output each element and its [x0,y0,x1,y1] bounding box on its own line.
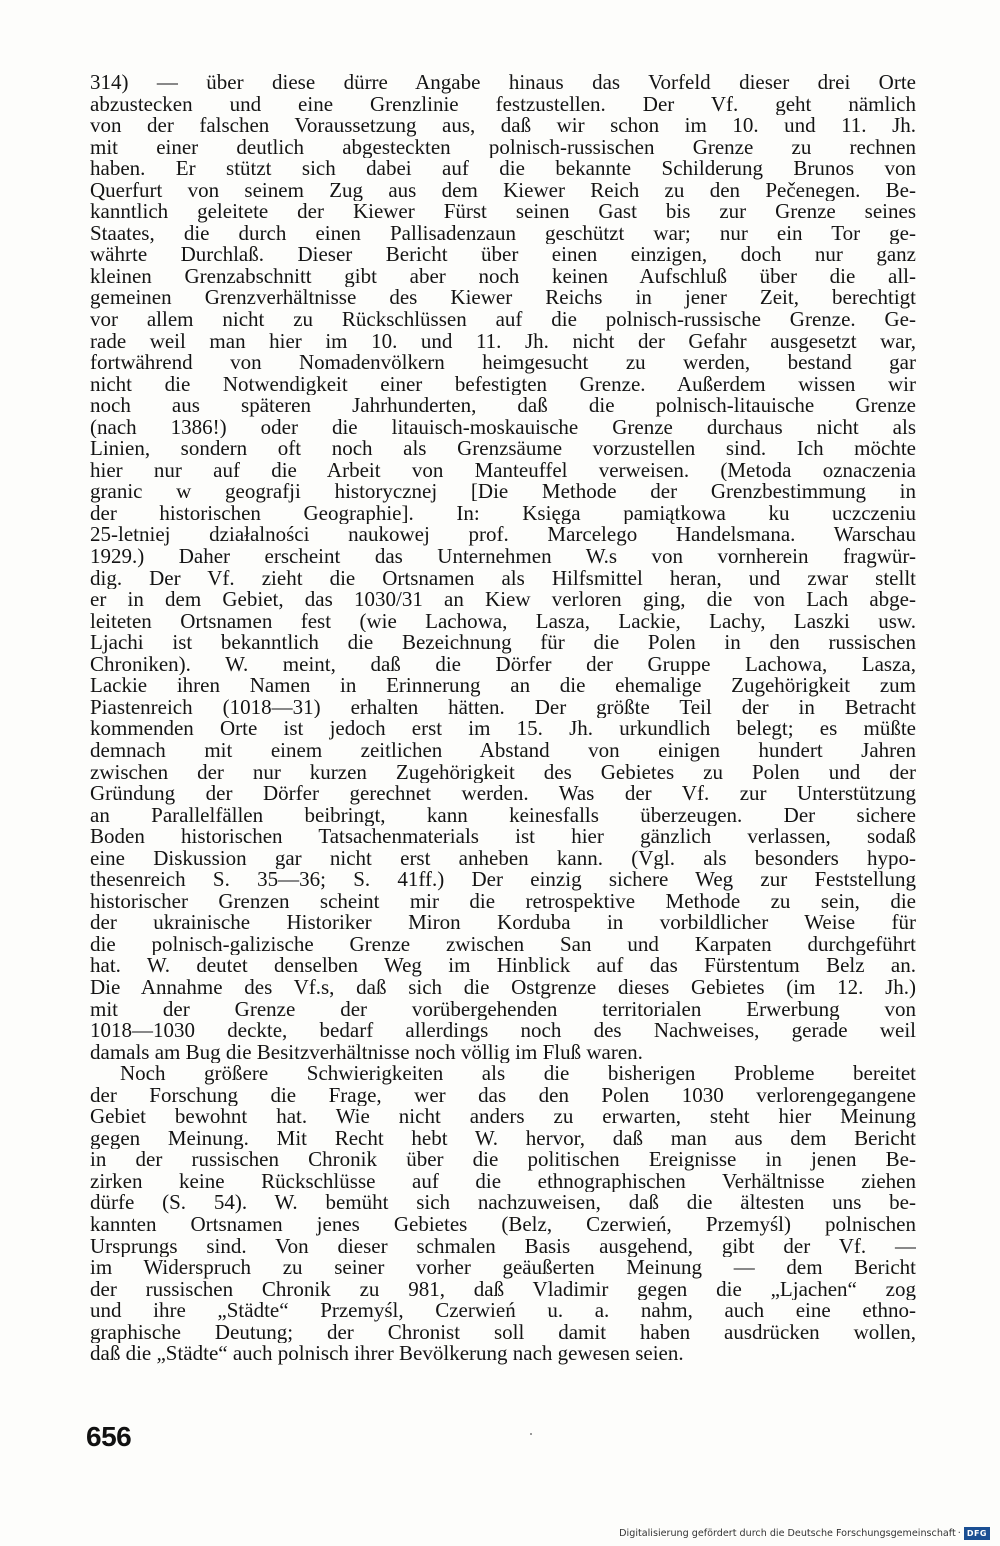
page-number: 656 [86,1421,132,1452]
text-line: Gebiet bewohnt hat. Wie nicht anders zu erwarten, steht hier Meinung [90,1106,916,1128]
text-line: Staates, die durch einen Pallisadenzaun geschützt war; nur ein Tor ge- [90,222,916,245]
text-line: gemeinen Grenzverhältnisse des Kiewer Reichs in jener Zeit, berechtigt [90,287,916,310]
text-line: in der russischen Chronik über die politischen Ereignisse in jenen Be- [90,1149,916,1171]
text-line: abzustecken und eine Grenzlinie festzustellen. Der Vf. geht nämlich [90,93,916,116]
text-line: leiteten Ortsnamen fest (wie Lachowa, Lasza, Lackie, Lachy, Laszki usw. [90,610,916,633]
text-line: Chroniken). W. meint, daß die Dörfer der Gruppe Lachowa, Lasza, [90,653,916,676]
text-line: kommenden Orte ist jedoch erst im 15. Jh. urkundlich belegt; es müßte [90,718,916,740]
text-line: daß die „Städte“ auch polnisch ihrer Bevölkerung nach gewesen seien. [90,1343,684,1365]
text-line: an Parallelfällen beibringt, kann keinesfalls überzeugen. Der sichere [90,804,916,827]
footer-separator: · [957,1528,961,1539]
text-line: historischer Grenzen scheint mir die retrospektive Methode zu sein, die [90,890,916,913]
text-line: zwischen der nur kurzen Zugehörigkeit des Gebietes zu Polen und der [90,761,916,784]
text-line: damals am Bug die Besitzverhältnisse noch völlig im Fluß waren. [90,1041,643,1064]
text-line: (nach 1386!) oder die litauisch-moskauische Grenze durchaus nicht als [90,416,916,439]
text-line: hat. W. deutet denselben Weg im Hinblick auf das Fürstentum Belz an. [90,955,916,977]
footer-credit [619,1527,990,1540]
text-line: Boden historischen Tatsachenmaterials ist hier gänzlich verlassen, sodaß [90,826,916,848]
text-line: Noch größere Schwierigkeiten als die bisherigen Probleme bereitet [120,1063,916,1085]
text-line: währte Durchlaß. Dieser Bericht über einen einzigen, doch nur ganz [90,244,916,266]
text-line: mit der Grenze der vorübergehenden territorialen Erwerbung von [90,998,916,1021]
text-line: Piastenreich (1018—31) erhalten hätten. Der größte Teil der in Betracht [90,696,916,719]
text-line: der historischen Geographie]. In: Księga pamiątkowa ku uczczeniu [90,502,916,525]
text-line: Ljachi ist bekanntlich die Bezeichnung für die Polen in den russischen [90,632,916,654]
scan-speck [530,1433,532,1435]
text-line: 314) — über diese dürre Angabe hinaus das Vorfeld dieser drei Orte [90,72,916,94]
text-line: und ihre „Städte“ Przemyśl, Czerwień u. a. nahm, auch eine ethno- [90,1300,916,1322]
text-line: gegen Meinung. Mit Recht hebt W. hervor, daß man aus dem Bericht [90,1127,916,1150]
text-line: Querfurt von seinem Zug aus dem Kiewer Reich zu den Pečenegen. Be- [90,179,916,202]
text-line: rade weil man hier im 10. und 11. Jh. nicht der Gefahr ausgesetzt war, [90,330,916,353]
text-line: mit einer deutlich abgesteckten polnisch-russischen Grenze zu rechnen [90,136,916,159]
text-line: 1018—1030 deckte, bedarf allerdings noch des Nachweises, gerade weil [90,1020,916,1042]
text-line: kanntlich geleitete der Kiewer Fürst seinen Gast bis zur Grenze seines [90,201,916,223]
text-line: Lackie ihren Namen in Erinnerung an die ehemalige Zugehörigkeit zum [90,675,916,697]
text-line: hier nur auf die Arbeit von Manteuffel verweisen. (Metoda oznaczenia [90,459,916,482]
text-line: noch aus späteren Jahrhunderten, daß die polnisch-litauische Grenze [90,395,916,417]
text-line: dürfe (S. 54). W. bemüht sich nachzuweisen, daß die ältesten uns be- [90,1192,916,1214]
text-line: kannten Ortsnamen jenes Gebietes (Belz, Czerwień, Przemyśl) polnischen [90,1213,916,1236]
dfg-logo: DFG [964,1527,990,1540]
text-line: 25-letniej działalności naukowej prof. Marcelego Handelsmana. Warschau [90,524,916,547]
text-line: fortwährend von Nomadenvölkern heimgesucht zu werden, bestand gar [90,352,916,374]
text-line: Ursprungs sind. Von dieser schmalen Basis ausgehend, gibt der Vf. — [90,1235,916,1258]
text-line: granic w geografji historycznej [Die Methode der Grenzbestimmung in [90,481,916,503]
text-line: haben. Er stützt sich dabei auf die bekannte Schilderung Brunos von [90,158,916,180]
text-line: dig. Der Vf. zieht die Ortsnamen als Hilfsmittel heran, und zwar stellt [90,567,916,590]
text-line: Gründung der Dörfer gerechnet werden. Was der Vf. zur Unterstützung [90,783,916,805]
text-line: thesenreich S. 35—36; S. 41ff.) Der einzig sichere Weg zur Feststellung [90,869,916,891]
text-line: im Widerspruch zu seiner vorher geäußerten Meinung — dem Bericht [90,1257,916,1279]
footer-credit-text: Digitalisierung gefördert durch die Deutsche Forschungsgemeinschaft [619,1528,956,1539]
text-line: 1929.) Daher erscheint das Unternehmen W.s von vornherein fragwür- [90,546,916,568]
text-line: Die Annahme des Vf.s, daß sich die Ostgrenze dieses Gebietes (im 12. Jh.) [90,976,916,999]
text-line: der Forschung die Frage, wer das den Polen 1030 verlorengegangene [90,1084,916,1107]
text-line: demnach mit einem zeitlichen Abstand von einigen hundert Jahren [90,739,916,762]
text-line: der russischen Chronik zu 981, daß Vladimir gegen die „Ljachen“ zog [90,1278,916,1301]
body-text [90,72,916,1365]
text-line: der ukrainische Historiker Miron Korduba in vorbildlicher Weise für [90,912,916,934]
text-line: nicht die Notwendigkeit einer befestigten Grenze. Außerdem wissen wir [90,373,916,396]
text-line: vor allem nicht zu Rückschlüssen auf die polnisch-russische Grenze. Ge- [90,309,916,331]
text-line: kleinen Grenzabschnitt gibt aber noch keinen Aufschluß über die all- [90,265,916,288]
text-line: er in dem Gebiet, das 1030/31 an Kiew verloren ging, die von Lach abge- [90,589,916,611]
text-line: Linien, sondern oft noch als Grenzsäume vorzustellen sind. Ich möchte [90,438,916,460]
text-line: von der falschen Voraussetzung aus, daß wir schon im 10. und 11. Jh. [90,115,916,137]
text-line: die polnisch-galizische Grenze zwischen San und Karpaten durchgeführt [90,933,916,956]
text-line: zirken keine Rückschlüsse auf die ethnographischen Verhältnisse ziehen [90,1170,916,1193]
text-line: graphische Deutung; der Chronist soll damit haben ausdrücken wollen, [90,1321,916,1344]
text-line: eine Diskussion gar nicht erst anheben kann. (Vgl. als besonders hypo- [90,847,916,870]
